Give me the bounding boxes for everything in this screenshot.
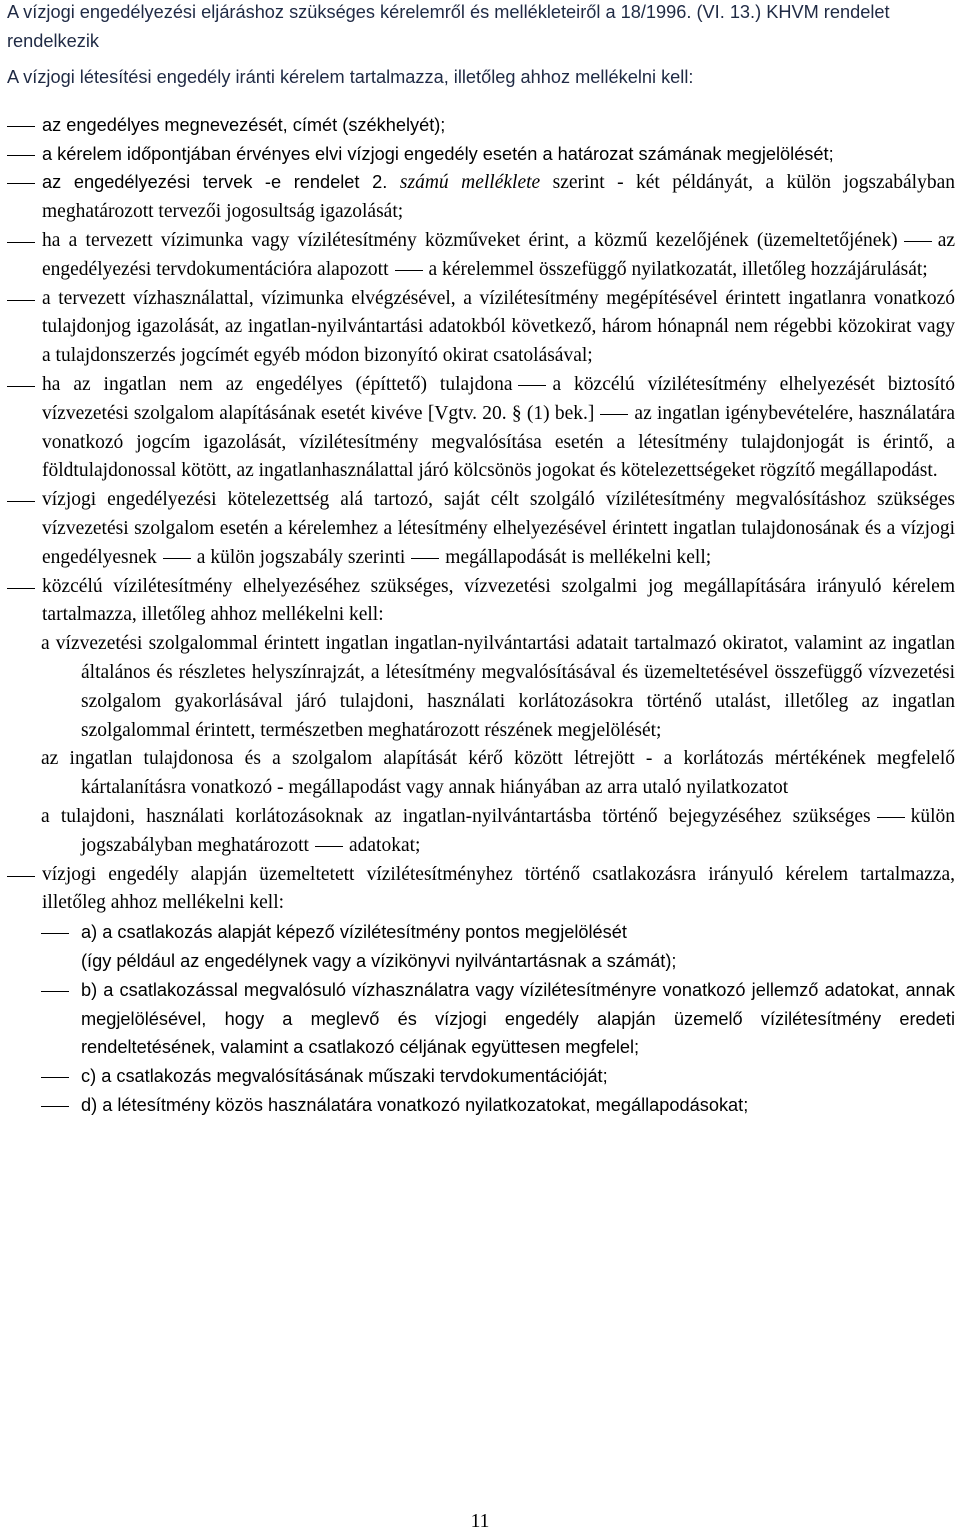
dash-icon: [163, 558, 191, 559]
dash-bullet-icon: [7, 126, 35, 127]
sub-list-item: d) a létesítmény közös használatára vonatkozó nyilatkozatokat, megállapodásokat;: [7, 1091, 955, 1120]
list-item: a kérelem időpontjában érvényes elvi vízjogi engedély esetén a határozat számának megjelölését;: [7, 140, 955, 169]
dash-bullet-icon: [7, 155, 35, 156]
sub-list-item: a vízvezetési szolgalommal érintett ingatlan ingatlan-nyilvántartási adatait tartalmazó okiratot, valamint az ingatlan általános és részletes helyszínrajzát, a létesítmény megvalósításával és üzemeltetésével összefüggő vízvezetési szolgalom gyakorlásával járó tulajdoni, használati korlátozásokra történő utalást, illetőleg az ingatlan szolgalommal érintett, természetben meghatározott részének megjelölését;: [41, 633, 955, 741]
list-item: vízjogi engedélyezési kötelezettség alá tartozó, saját célt szolgáló vízilétesítmény megvalósításhoz szükséges vízvezetési szolgalom esetén a kérelemhez a létesítmény elhelyezésével érintett ingatlan tulajdonosának és a vízjogi engedélyesnek a külön jogszabály szerinti megállapodását is mellékelni kell;: [7, 486, 955, 572]
sub-list-item: az ingatlan tulajdonosa és a szolgalom alapítását kérő között létrejött - a korlátozás mértékének megfelelő kártalanításra vonatkozó - megállapodást vagy annak hiányában az arra utaló nyilatkozatot: [41, 748, 955, 799]
page-number: 11: [470, 1511, 490, 1532]
dash-bullet-icon: [7, 242, 35, 243]
dash-bullet-icon: [7, 501, 35, 502]
dash-bullet-icon: [7, 300, 35, 301]
dash-bullet-icon: [7, 386, 35, 387]
list-item: közcélú vízilétesítmény elhelyezéséhez szükséges, vízvezetési szolgalmi jog megállapítására irányuló kérelem tartalmazza, illetőleg ahhoz mellékelni kell:: [7, 573, 955, 631]
dash-icon: [411, 558, 439, 559]
list-item: vízjogi engedély alapján üzemeltetett vízilétesítményhez történő csatlakozásra irányuló kérelem tartalmazza, illetőleg ahhoz mellékelni kell:: [7, 861, 955, 919]
list-item: az engedélyes megnevezését, címét (székhelyét);: [7, 111, 955, 140]
dash-icon: [600, 414, 628, 415]
annex-reference: számú melléklete: [399, 172, 541, 194]
dash-bullet-icon: [41, 1106, 69, 1107]
dash-icon: [315, 846, 343, 847]
dash-bullet-icon: [41, 991, 69, 992]
dash-bullet-icon: [41, 1077, 69, 1078]
document-page: [7, 0, 955, 1120]
section-sign: §: [511, 402, 522, 424]
dash-bullet-icon: [7, 876, 35, 877]
sub-list-item: a) a csatlakozás alapját képező vízilétesítmény pontos megjelölését (így például az engedélynek vagy a vízikönyvi nyilvántartásnak a számát);: [7, 918, 955, 976]
dash-bullet-icon: [7, 588, 35, 589]
document-heading: A vízjogi engedélyezési eljáráshoz szükséges kérelemről és mellékleteiről a 18/1996. (VI. 13.) KHVM rendelet rendelkezik: [7, 2, 890, 51]
list-item: ha az ingatlan nem az engedélyes (építtető) tulajdona a közcélú vízilétesítmény elhelyezését biztosító vízvezetési szolgalom alapításának esetét kivéve [Vgtv. 20. § (1) bek.] az ingatlan igénybevételére, használatára vonatkozó jogcím igazolását, vízilétesítmény megvalósítása esetén a létesítmény tulajdonjogát is érintő, a földtulajdonossal kötött, az ingatlanhasználattal járó kölcsönös jogokat és kötelezettségeket rögzítő megállapodást.: [7, 371, 955, 486]
list-item: a tervezett vízhasználattal, vízimunka elvégzésével, a vízilétesítmény megépítésével érintett ingatlanra vonatkozó tulajdonjog igazolását, az ingatlan-nyilvántartási adatokból következő, három hónapnál nem régebbi közokirat vagy a tulajdonszerzés jogcímét egyéb módon bizonyító okirat csatolásával;: [7, 285, 955, 371]
dash-icon: [518, 385, 546, 386]
list-item: az engedélyezési tervek -e rendelet 2. számú melléklete szerint - két példányát, a külön jogszabályban meghatározott tervezői jogosultság igazolását;: [7, 168, 955, 227]
sub-list-item: b) a csatlakozással megvalósuló vízhasználatra vagy vízilétesítményre vonatkozó jellemző adatokat, annak megjelölésével, hogy a meglevő és vízjogi engedély alapján üzemelő vízilétesítmény eredeti rendeltetésének, valamint a csatlakozó céljának együttesen megfelel;: [7, 976, 955, 1062]
dash-icon: [395, 270, 423, 271]
dash-bullet-icon: [41, 933, 69, 934]
list-item: ha a tervezett vízimunka vagy vízilétesítmény közműveket érint, a közmű kezelőjének (üzemeltetőjének) az engedélyezési tervdokumentációra alapozott a kérelemmel összefüggő nyilatkozatát, illetőleg hozzájárulását;: [7, 227, 955, 285]
sub-list-item: a tulajdoni, használati korlátozásoknak az ingatlan-nyilvántartásba történő bejegyzéséhez szükséges külön jogszabályban meghatározott adatokat;: [41, 805, 955, 856]
dash-icon: [877, 817, 905, 818]
dash-icon: [904, 241, 932, 242]
dash-bullet-icon: [7, 183, 35, 184]
intro-text: A vízjogi létesítési engedély iránti kérelem tartalmazza, illetőleg ahhoz mellékelni kell:: [7, 67, 694, 87]
sub-list-item: c) a csatlakozás megvalósításának műszaki tervdokumentációját;: [7, 1062, 955, 1091]
